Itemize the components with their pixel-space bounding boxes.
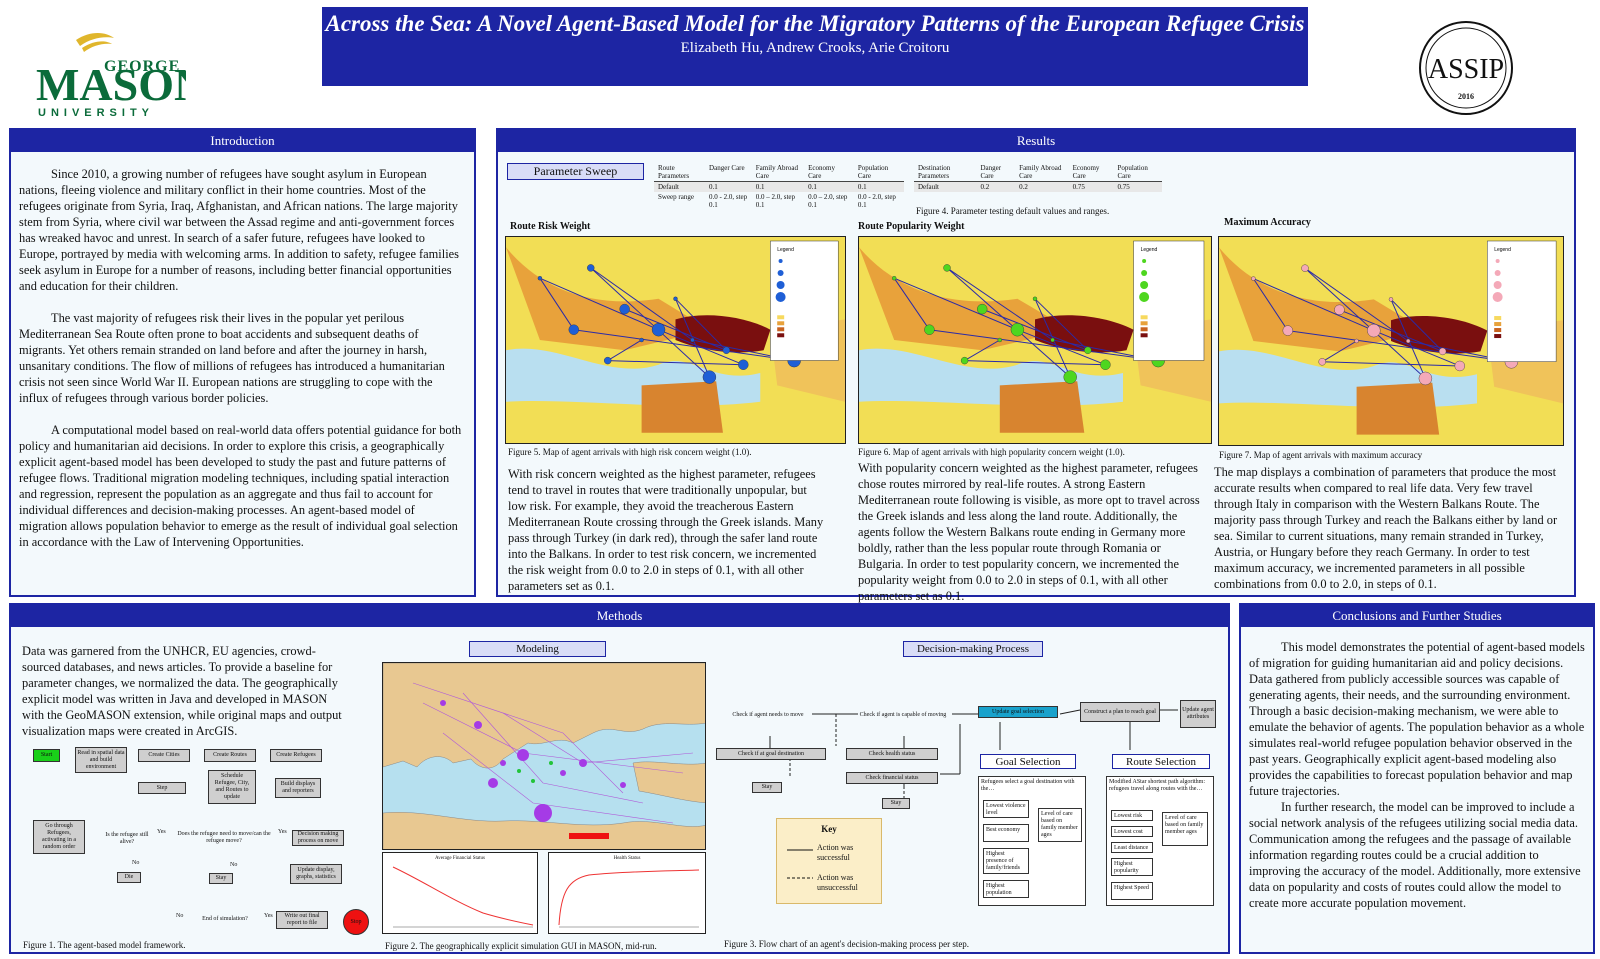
fc-update-display: Update display, graphs, statistics: [290, 864, 342, 884]
city-marker: [1439, 348, 1446, 355]
city-marker: [569, 325, 579, 335]
fc-read-data: Read in spatial data and build environment: [75, 747, 127, 773]
table-header-cell: Danger Care: [705, 163, 752, 182]
legend-swatch: [1493, 292, 1503, 302]
route-item: Least distance: [1111, 842, 1153, 853]
fc-check-financial: Check financial status: [846, 772, 938, 784]
legend-swatch: [1495, 270, 1501, 276]
table-header-cell: Economy Care: [804, 163, 854, 182]
legend-swatch: [777, 315, 784, 319]
figure-2-caption: Figure 2. The geographically explicit simulation GUI in MASON, mid-run.: [385, 941, 657, 951]
result-text-popularity: With popularity concern weighted as the highest parameter, refugees chose routes mirrored by real-life routes. A strong Eastern Mediterranean route following is visible, as more opt to travel across the Greek islands and less along the land route. Additionally, the agents follow the Western Balkans route ending in Germany more boldly, rather than the less popular route through Romania or Bulgaria. In order to test popularity concern, we incremented the popularity weight from 0.0 to 2.0 in steps of 0.1, with all other parameters set as 0.1.: [858, 461, 1200, 603]
conclusions-heading: Conclusions and Further Studies: [1241, 605, 1593, 627]
route-item: Highest Speed: [1111, 882, 1153, 900]
legend-swatch: [1494, 316, 1501, 320]
map-route-popularity: [858, 236, 1212, 444]
fc-construct-plan: Construct a plan to reach goal: [1080, 702, 1160, 722]
legend-swatch: [777, 333, 784, 337]
city-marker: [620, 304, 630, 314]
legend-swatch: [776, 292, 786, 302]
city-marker: [961, 357, 968, 364]
figure-3-caption: Figure 3. Flow chart of an agent's decision-making process per step.: [724, 939, 970, 949]
health-chart-title: Health Status: [613, 856, 641, 861]
city-marker: [1367, 324, 1380, 337]
intro-paragraph: Since 2010, a growing number of refugees have sought asylum in European nations, fleeing violence and military conflict in their home countries. Most of the refugees originate from Syria, Iraq, Afghanistan, and African nations. The large majority stem from Syria, where civil war between the Assad regime and anti-government forces has wreaked havoc and unrest. In search of a safer future, refugees have looked to Europe, portrayed by media with welcoming arms. In addition to safety, refugee families seek asylum in Europe for a number of reasons, including better financial opportunities and education for their children.: [19, 167, 459, 293]
poster-title: Across the Sea: A Novel Agent-Based Model for the Migratory Patterns of the European Refugee Crisis: [325, 11, 1305, 36]
map-route-risk: [505, 236, 846, 444]
city-marker: [1011, 323, 1024, 336]
conclusions-body: [1241, 627, 1593, 911]
table-row: [914, 182, 1162, 193]
goal-item: Best economy: [983, 824, 1029, 842]
table-header-row: [654, 163, 904, 182]
figure-4-caption: Figure 4. Parameter testing default values and ranges.: [916, 206, 1110, 216]
route-item: Lowest cost: [1111, 826, 1153, 837]
table-cell: 0.0 – 2.0, step 0.1: [755, 193, 796, 209]
city-marker: [1064, 371, 1077, 384]
city-marker: [538, 276, 542, 280]
gmu-bottom-text: UNIVERSITY: [38, 107, 155, 119]
goal-selection-desc: Refugees select a goal destination with the…: [981, 779, 1075, 792]
table-cell: 0.1: [804, 182, 854, 193]
fc-stay: Stay: [209, 873, 233, 884]
table-cell: Sweep range: [658, 193, 694, 201]
figure-1-caption: Figure 1. The agent-based model framework.: [23, 940, 186, 950]
intro-paragraph: The vast majority of refugees risk their lives in the popular yet perilous Mediterranean Sea Route often prone to boat accidents and subsequent deaths of migrants. Yet others remain stranded on land before and after the journey in harsh, unsanitary conditions. The flow of millions of refugees has introduced a humanitarian crisis not seen since World War II. European nations are struggling to cope with the influx of refugees through various border policies.: [19, 311, 445, 405]
table-header-cell: Destination Parameters: [914, 163, 976, 182]
conclusion-paragraph: In further research, the model can be improved to include a social network analysis of the refugees utilizing social media data. Communication among the refugees and the passage of available information regarding routes could be a crucial addition to improving the accuracy of the model. Additionally, more extensive data on popularity and costs of routes could allow the model to create more accurate population movement.: [1249, 800, 1581, 910]
city-marker: [674, 297, 678, 301]
modeling-label: Modeling: [469, 641, 606, 657]
table-cell: 0.2: [1015, 182, 1068, 193]
methods-text: Data was garnered from the UNHCR, EU agencies, crowd-sourced databases, and news articles. To provide a baseline for parameter changes, we normalized the data. The geographically explicit model was written in Java and developed in MASON with the GeoMASON extension, while original maps and output visualization maps were created in ArcGIS.: [22, 644, 342, 738]
fc-no-label: No: [176, 913, 184, 919]
fc-create-cities: Create Cities: [138, 749, 190, 762]
assip-logo: [1418, 20, 1514, 116]
route-care-level: Level of care based on family member ages: [1162, 812, 1208, 846]
figure-7-caption: Figure 7. Map of agent arrivals with maximum accuracy: [1219, 450, 1423, 460]
fc-decision-process: Decision making process on move: [292, 830, 344, 846]
legend-swatch: [1494, 328, 1501, 332]
assip-year: 2016: [1458, 92, 1474, 101]
legend-swatch: [777, 281, 785, 289]
assip-text: ASSIP: [1427, 54, 1505, 85]
legend-swatch: [777, 327, 784, 331]
goal-item: Lowest violence level: [983, 800, 1029, 818]
table-cell: 0.0 - 2.0, step 0.1: [709, 193, 748, 209]
gmu-logo: [36, 30, 186, 120]
city-marker: [1334, 305, 1344, 315]
fc-go-through: Go through Refugees, activating in a random order: [33, 820, 85, 854]
parameter-sweep-label: Parameter Sweep: [507, 163, 644, 180]
city-marker: [1389, 297, 1393, 301]
introduction-body: [11, 152, 474, 550]
route-selection-title: Route Selection: [1112, 754, 1210, 769]
gmu-main-text: MASO: [36, 59, 174, 110]
figure-6-caption: Figure 6. Map of agent arrivals with high popularity concern weight (1.0).: [858, 447, 1125, 457]
legend-swatch: [1496, 259, 1500, 263]
fc-update-goal: Update goal selection: [978, 706, 1058, 718]
table-cell: 0.1: [705, 182, 752, 193]
route-item: Highest popularity: [1111, 858, 1153, 876]
results-heading: Results: [498, 130, 1574, 152]
table-header-cell: Danger Care: [976, 163, 1015, 182]
table-cell: 0.0 - 2.0, step 0.1: [857, 193, 896, 209]
fc-create-refugees: Create Refugees: [270, 749, 322, 762]
table-cell: Default: [914, 182, 976, 193]
north-africa-region: [642, 381, 723, 433]
route-selection-desc: Modified AStar shortest path algorithm: refugees travel along routes with the…: [1109, 779, 1205, 792]
city-marker: [1455, 361, 1465, 371]
key-title: Key: [821, 824, 837, 834]
conclusions-panel: [1239, 603, 1595, 954]
methods-heading: Methods: [11, 605, 1228, 627]
conclusion-paragraph: This model demonstrates the potential of agent-based models of migration for guiding humanitarian aid and policy decisions. Data gathered from publicly accessible sources was capable of generating agents, their needs, and the surrounding environment. Through a basic decision-making mechanism, we were able to emulate the behavior of agents. The population behavior as a whole simulates real-world refugee population behavior observed in the past years. Geographically explicit agent-based modeling also provides the capabilities to forecast population behavior and map future trajectories.: [1249, 640, 1585, 798]
key-fail-label: Action was unsuccessful: [817, 873, 858, 892]
figure-5-caption: Figure 5. Map of agent arrivals with high risk concern weight (1.0).: [508, 447, 752, 457]
city-marker: [1100, 360, 1110, 370]
legend-swatch: [1494, 322, 1501, 326]
city-marker: [977, 304, 987, 314]
fc-check-needs-move: Check if agent needs to move: [722, 692, 814, 738]
city-marker: [640, 338, 644, 342]
table-cell: 0.75: [1114, 182, 1162, 193]
table-header-cell: Family Abroad Care: [1015, 163, 1068, 182]
health-status-chart: [548, 852, 706, 934]
table-cell: 0.75: [1069, 182, 1114, 193]
decision-making-label: Decision-making Process: [903, 641, 1043, 657]
north-africa-region: [1357, 383, 1440, 435]
city-marker: [1302, 265, 1309, 272]
legend-swatch: [1141, 333, 1148, 337]
poster-title-bar: [322, 7, 1308, 86]
table-header-cell: Economy Care: [1069, 163, 1114, 182]
result-text-risk: With risk concern weighted as the highest parameter, refugees tend to travel in routes that were traditionally unpopular, but low risk. For example, they avoid the treacherous Eastern Mediterranean Route crossing through the Greek islands. Many pass through Turkey (in dark red), through the safer land route into the Balkans. In order to test risk concern, we incremented the risk weight from 0.0 to 2.0 in steps of 0.1, with all other parameters set as 0.1.: [508, 467, 824, 593]
city-marker: [944, 264, 951, 271]
fc-create-routes: Create Routes: [204, 749, 256, 762]
table-cell: 0.2: [976, 182, 1015, 193]
fc-stay-2: Stay: [882, 798, 910, 809]
fc-need-move: Does the refugee need to move/can the refugee move?: [170, 816, 278, 860]
fc-stop: Stop: [343, 909, 369, 935]
map-legend-title: Legend: [1494, 247, 1511, 253]
city-marker: [587, 264, 594, 271]
introduction-panel: [9, 128, 476, 597]
fc-is-alive: Is the refugee still alive?: [100, 818, 154, 860]
fc-schedule: Schedule Refugee, City, and Routes to update: [208, 770, 256, 804]
introduction-heading: Introduction: [11, 130, 474, 152]
mason-simulation-map: [382, 662, 706, 850]
legend-swatch: [1139, 292, 1149, 302]
table-header-cell: Route Parameters: [654, 163, 705, 182]
map-legend-title: Legend: [1140, 247, 1158, 253]
fc-end-simulation: End of simulation?: [190, 902, 260, 936]
north-africa-region: [1000, 381, 1084, 433]
city-marker: [1419, 372, 1432, 385]
financial-status-chart: [382, 852, 538, 934]
fc-yes-label: Yes: [264, 913, 273, 919]
map-maximum-accuracy: [1218, 236, 1564, 446]
table-header-cell: Population Care: [1114, 163, 1162, 182]
city-marker: [1319, 358, 1326, 365]
city-marker: [892, 276, 896, 280]
legend-swatch: [1494, 334, 1501, 338]
legend-swatch: [1140, 281, 1148, 289]
fc-no-label: No: [132, 860, 140, 866]
city-marker: [703, 371, 716, 384]
table-cell: 0.1: [854, 182, 904, 193]
map-legend-title: Legend: [777, 247, 794, 253]
legend-swatch: [1141, 315, 1148, 319]
goal-care-level: Level of care based on family member ages: [1038, 808, 1082, 842]
fc-update-attributes: Update agent attributes: [1180, 700, 1216, 728]
legend-swatch: [779, 259, 783, 263]
legend-swatch: [777, 321, 784, 325]
table-row: [654, 192, 904, 210]
goal-item: Highest population: [983, 880, 1029, 898]
legend-swatch: [1141, 327, 1148, 331]
legend-swatch: [1141, 321, 1148, 325]
route-item: Lowest risk: [1111, 810, 1153, 821]
table-cell: 0.1: [752, 182, 804, 193]
fc-start: Start: [33, 749, 60, 762]
map-title-accuracy: Maximum Accuracy: [1224, 217, 1311, 228]
city-marker: [690, 338, 694, 342]
map-title-risk: Route Risk Weight: [510, 221, 591, 232]
map-title-popularity: Route Popularity Weight: [858, 221, 965, 232]
city-marker: [1355, 339, 1359, 343]
legend-swatch: [1494, 281, 1502, 289]
city-marker: [1283, 326, 1293, 336]
table-header-cell: Family Abroad Care: [752, 163, 804, 182]
goal-item: Highest presence of family/friends: [983, 848, 1029, 874]
route-parameter-table: [654, 163, 904, 210]
fc-check-goal-destination: Check if at goal destination: [716, 748, 826, 760]
city-marker: [1406, 339, 1410, 343]
fc-build-displays: Build displays and reporters: [275, 778, 321, 798]
key-success-label: Action was successful: [817, 843, 854, 862]
fc-stay-1: Stay: [752, 782, 782, 793]
city-marker: [738, 360, 748, 370]
fc-die: Die: [117, 872, 141, 883]
table-header-cell: Population Care: [854, 163, 904, 182]
fc-no-label: No: [230, 862, 238, 868]
financial-chart-title: Average Financial Status: [435, 856, 485, 861]
city-marker: [1251, 277, 1255, 281]
table-header-row: [914, 163, 1162, 182]
poster-authors: Elizabeth Hu, Andrew Crooks, Arie Croitoru: [680, 40, 950, 56]
table-row: [654, 182, 904, 193]
result-text-accuracy: The map displays a combination of parameters that produce the most accurate results when compared to real life data. Very few travel through Italy in comparison with the Western Balkans Route. The majority pass through Turkey and reach the Balkans either by land or sea. Similar to current situations, many remain stranded in Turkey, Austria, or Hungary before they reach Germany. In order to test maximum accuracy, we incremented parameters in all possible combinations from 0.0 to 2.0, in steps of 0.1.: [1214, 465, 1558, 591]
fc-yes-label: Yes: [157, 829, 166, 835]
fc-yes-label: Yes: [278, 829, 287, 835]
legend-swatch: [778, 270, 784, 276]
intro-paragraph: A computational model based on real-world data offers potential guidance for both policy and humanitarian aid decisions. In order to explore this crisis, a geographically explicit agent-based model has been developed to study the past and future patterns of refugee flows. Traditional migration modeling techniques, including spatial interaction and regression, represent the population as an aggregate and thus fail to account for individual differences and decision-making processes. An agent-based model of migration allows population behavior to emerge as the result of individual goal selection in accordance with the Law of Intervening Opportunities.: [19, 423, 462, 549]
goal-selection-title: Goal Selection: [980, 754, 1076, 769]
city-marker: [1051, 338, 1055, 342]
city-marker: [924, 325, 934, 335]
table-cell: 0.0 – 2.0, step 0.1: [808, 193, 848, 209]
legend-swatch: [1141, 270, 1147, 276]
fc-check-health: Check health status: [846, 748, 938, 760]
city-marker: [652, 323, 665, 336]
city-marker: [1033, 297, 1037, 301]
fc-step: Step: [138, 782, 186, 794]
city-marker: [1084, 347, 1091, 354]
destination-parameter-table: [914, 163, 1162, 192]
city-marker: [723, 347, 730, 354]
city-marker: [604, 357, 611, 364]
flowchart-key: [776, 818, 882, 904]
gmu-top-text: GEORGE: [104, 58, 181, 75]
fc-write-report: Write out final report to file: [276, 911, 328, 929]
legend-swatch: [1142, 259, 1146, 263]
fc-check-capable: Check if agent is capable of moving: [856, 692, 950, 738]
table-cell: Default: [654, 182, 705, 193]
city-marker: [998, 338, 1002, 342]
